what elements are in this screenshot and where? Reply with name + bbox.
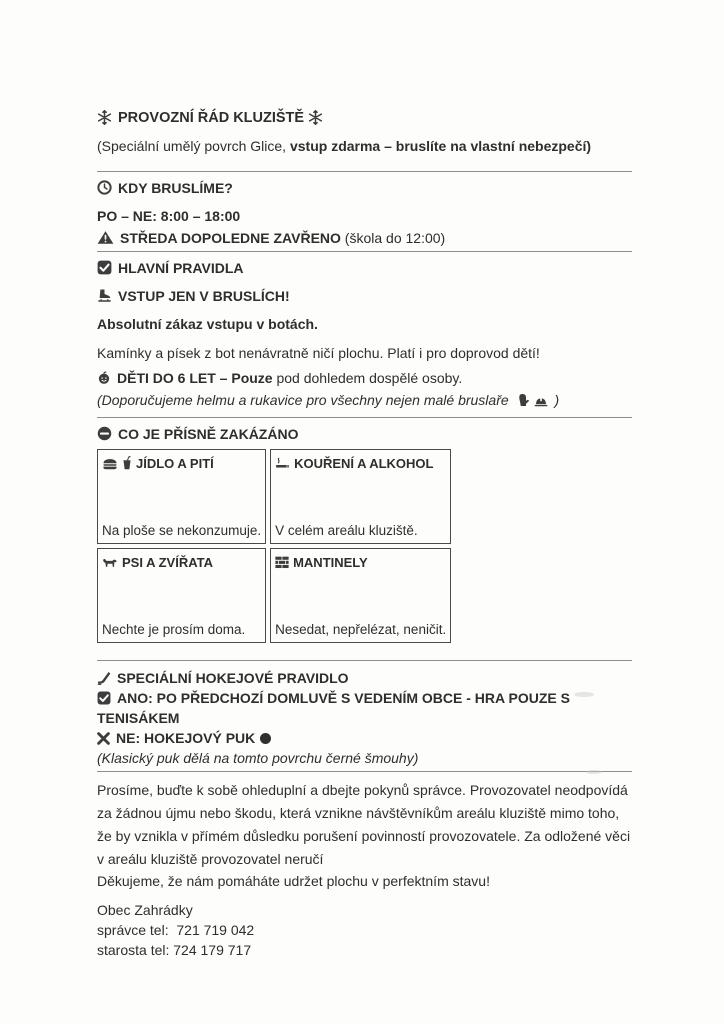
cell-desc: Nesedat, nepřelézat, neničit. <box>275 622 447 637</box>
gear-note-text: (Doporučujeme helmu a rukavice pro všechny nejen malé bruslaře <box>97 392 509 408</box>
subtitle-bold-text: vstup zdarma – bruslíte na vlastní nebezpečí) <box>286 138 592 154</box>
no-shoes-line: Absolutní zákaz vstupu v botách. <box>97 316 318 332</box>
scan-artifact <box>586 770 602 774</box>
hours-heading: KDY BRUSLÍME? <box>118 180 233 196</box>
cell-desc: Na ploše se nekonzumuje. <box>102 523 262 538</box>
cell-title: JÍDLO A PITÍ <box>136 456 214 471</box>
main-rules-heading: HLAVNÍ PRAVIDLA <box>118 260 244 276</box>
cell-title: MANTINELY <box>293 555 368 570</box>
skates-only-row <box>97 286 632 306</box>
hockey-yes-text: ANO: PO PŘEDCHOZÍ DOMLUVĚ S VEDENÍM OBCE - HRA POUZE S TENISÁKEM <box>97 690 570 726</box>
baby-icon <box>97 371 111 385</box>
section-divider <box>97 660 632 661</box>
children-rule-row <box>97 368 632 388</box>
cell-title-row <box>275 455 446 472</box>
puck-icon <box>260 733 271 744</box>
forbidden-table <box>93 445 455 647</box>
drink-cup-icon <box>122 456 132 470</box>
schedule-line: PO – NE: 8:00 – 18:00 <box>97 208 241 224</box>
hamburger-icon <box>102 458 118 470</box>
hockey-yes-row <box>97 688 632 728</box>
forbidden-heading-row <box>97 424 632 444</box>
hours-heading-row <box>97 178 632 198</box>
forbidden-heading: CO JE PŘÍSNĚ ZAKÁZÁNO <box>118 426 299 442</box>
hockey-heading: SPECIÁLNÍ HOKEJOVÉ PRAVIDLO <box>117 670 349 686</box>
cell-title: PSI A ZVÍŘATA <box>122 555 213 570</box>
cell-title: KOUŘENÍ A ALKOHOL <box>294 456 434 471</box>
table-cell-food <box>97 449 266 544</box>
gear-note-close: ) <box>554 392 560 408</box>
snowflake-icon <box>308 110 323 125</box>
children-rule-bold: DĚTI DO 6 LET – Pouze <box>117 370 273 386</box>
x-mark-icon <box>97 732 110 745</box>
cell-title-row <box>275 554 446 571</box>
dog-icon <box>102 556 118 569</box>
main-rules-heading-row <box>97 258 632 278</box>
table-cell-animals <box>97 548 266 643</box>
clock-icon <box>97 180 112 195</box>
caretaker-phone-line: správce tel: 721 719 042 <box>97 922 255 938</box>
no-entry-icon <box>97 426 112 441</box>
mayor-phone-line: starosta tel: 724 179 717 <box>97 942 252 958</box>
thanks-line: Děkujeme, že nám pomáháte udržet plochu v perfektním stavu! <box>97 873 490 889</box>
section-divider <box>97 171 632 172</box>
helmet-icon <box>534 395 548 407</box>
skates-only-text: VSTUP JEN V BRUSLÍCH! <box>118 288 290 304</box>
children-rule-normal: pod dohledem dospělé osoby. <box>272 370 463 386</box>
cell-title-row <box>102 554 261 571</box>
hockey-note-line: (Klasický puk dělá na tomto povrchu černé šmouhy) <box>97 750 419 766</box>
hockey-heading-row <box>97 668 632 688</box>
document-content <box>97 108 632 960</box>
section-divider <box>97 417 632 418</box>
section-divider <box>97 771 632 772</box>
page-title: PROVOZNÍ ŘÁD KLUZIŠTĚ <box>118 110 305 126</box>
cigarette-icon <box>275 457 290 470</box>
table-row <box>97 449 451 544</box>
closed-wednesday-row <box>97 228 632 248</box>
document-subtitle <box>97 136 632 156</box>
cell-desc: Nechte je prosím doma. <box>102 622 246 637</box>
snowflake-icon <box>97 110 112 125</box>
closed-wednesday-note: (škola do 12:00) <box>340 230 446 246</box>
closed-wednesday-bold: STŘEDA DOPOLEDNE ZAVŘENO <box>120 230 341 246</box>
gear-note-row <box>97 390 632 410</box>
table-cell-smoking <box>270 449 451 544</box>
ice-skate-icon <box>97 288 112 303</box>
warning-icon <box>97 230 114 245</box>
glove-icon <box>517 393 529 407</box>
scan-artifact <box>574 692 594 697</box>
municipality-line: Obec Zahrádky <box>97 902 193 918</box>
hockey-no-row <box>97 728 632 748</box>
table-row <box>97 548 451 643</box>
subtitle-normal-text: (Speciální umělý povrch Glice, <box>97 138 287 154</box>
no-shoes-detail-line: Kamínky a písek z bot nenávratně ničí plochu. Platí i pro doprovod dětí! <box>97 345 540 361</box>
hockey-stick-icon <box>97 671 111 685</box>
document-title-row <box>97 108 632 128</box>
table-cell-boards <box>270 548 451 643</box>
disclaimer-paragraph: Prosíme, buďte k sobě ohleduplní a dbejte pokynů správce. Provozovatel neodpovídá za žádnou újmu nebo škodu, která vznikne návštěvníkům areálu kluziště mimo toho, že by vznikla v přímém důsledku porušení povinností provozovatele. Za odložené věci v areálu kluziště provozovatel neručí <box>97 782 631 867</box>
cell-desc: V celém areálu kluziště. <box>275 523 418 538</box>
hockey-no-text: NE: HOKEJOVÝ PUK <box>116 730 256 746</box>
brick-wall-icon <box>275 556 289 569</box>
section-divider <box>97 251 632 252</box>
checkbox-icon <box>97 691 111 705</box>
checkbox-icon <box>97 260 112 275</box>
cell-title-row <box>102 455 261 472</box>
